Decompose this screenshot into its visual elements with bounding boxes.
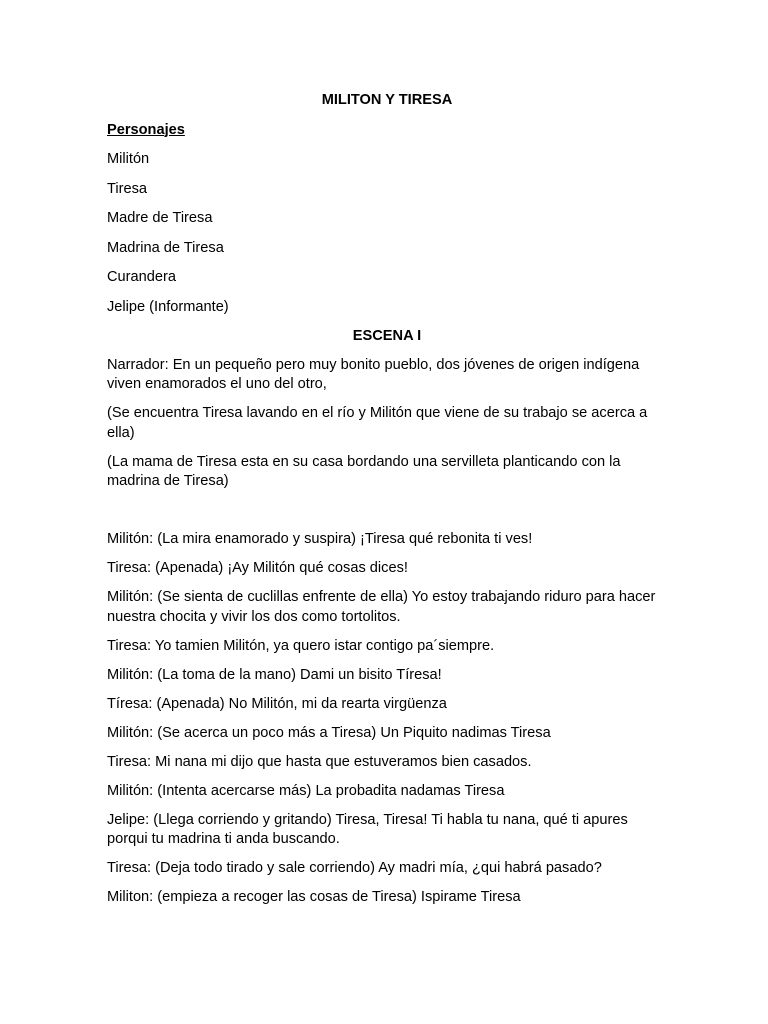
document-title: MILITON Y TIRESA bbox=[321, 92, 453, 108]
character-item: Madre de Tiresa bbox=[107, 210, 213, 226]
dialogue-line: Militon: (empieza a recoger las cosas de Tiresa) Ispirame Tiresa bbox=[107, 889, 521, 905]
stage-direction: (La mama de Tiresa esta en su casa bordando una servilleta planticando con la madrina de Tiresa) bbox=[107, 453, 621, 489]
dialogue-line: Tiresa: (Deja todo tirado y sale corriendo) Ay madri mía, ¿qui habrá pasado? bbox=[107, 860, 602, 876]
dialogue-line: Militón: (Se acerca un poco más a Tiresa) Un Piquito nadimas Tiresa bbox=[107, 724, 551, 741]
scene-heading: ESCENA I bbox=[352, 328, 422, 344]
character-item: Madrina de Tiresa bbox=[107, 239, 224, 256]
personajes-heading: Personajes bbox=[107, 121, 185, 138]
dialogue-line: Militón: (Se sienta de cuclillas enfrente de ella) Yo estoy trabajando riduro para hacer nuestra chocita y vivir los dos como tortolitos. bbox=[107, 589, 656, 625]
dialogue-line: Tíresa: (Apenada) No Militón, mi da rearta virgüenza bbox=[107, 695, 447, 712]
intro-section bbox=[107, 356, 667, 492]
dialogue-line: Militón: (La mira enamorado y suspira) ¡Tiresa qué rebonita ti ves! bbox=[107, 531, 533, 547]
dialogue-line: Militón: (Intenta acercarse más) La probadita nadamas Tiresa bbox=[107, 782, 505, 799]
document-body bbox=[107, 91, 667, 917]
blank-line bbox=[107, 501, 667, 530]
dialogue-section bbox=[107, 530, 667, 908]
character-list bbox=[107, 150, 667, 317]
character-item: Jelipe (Informante) bbox=[107, 298, 229, 315]
dialogue-line: Tiresa: Yo tamien Militón, ya quero istar contigo pa´siempre. bbox=[107, 637, 495, 654]
character-item: Tiresa bbox=[107, 180, 148, 197]
dialogue-line: Jelipe: (Llega corriendo y gritando) Tiresa, Tiresa! Ti habla tu nana, qué ti apures porqui tu madrina ti anda buscando. bbox=[107, 811, 628, 847]
stage-direction: (Se encuentra Tiresa lavando en el río y Militón que viene de su trabajo se acerca a ella) bbox=[107, 405, 648, 441]
character-item: Militón bbox=[107, 151, 150, 167]
dialogue-line: Tiresa: Mi nana mi dijo que hasta que estuveramos bien casados. bbox=[107, 753, 532, 770]
narrator-paragraph: Narrador: En un pequeño pero muy bonito pueblo, dos jóvenes de origen indígena viven enamorados el uno del otro, bbox=[107, 356, 640, 392]
dialogue-line: Militón: (La toma de la mano) Dami un bisito Tíresa! bbox=[107, 666, 442, 683]
dialogue-line: Tiresa: (Apenada) ¡Ay Militón qué cosas dices! bbox=[107, 560, 408, 576]
character-item: Curandera bbox=[107, 269, 176, 285]
